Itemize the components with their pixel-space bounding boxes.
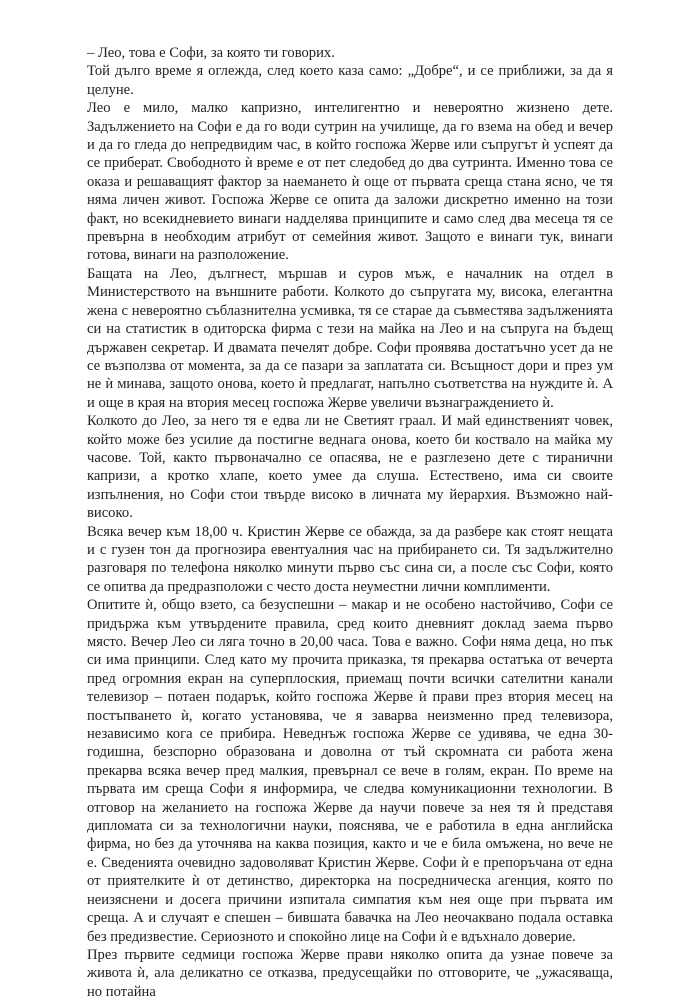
- paragraph: Опитите ѝ, общо взето, са безуспешни – макар и не особено настойчиво, Софи се придържа към утвърдените правила, сред които дневният доклад заема първо място. Вечер Лео си ляга точно в 20,00 часа. Това е важно. Софи няма деца, но пък си има принципи. След като му прочита приказка, тя прекарва остатъка от вечерта пред огромния екран на суперплоския, приемащ почти всички сателитни канали телевизор – потаен подарък, който госпожа Жерве ѝ прави през втория месец на постъпването ѝ, когато установява, че я заварва неизменно пред телевизора, независимо кога се прибира. Неведнъж госпожа Жерве се удивява, че една 30-годишна, безспорно образована и доволна от тъй скромната си работа жена прекарва всяка вечер пред малкия, превърнал се вече в голям, екран. По време на първата им среща Софи я информира, че следва комуникационни технологии. В отговор на желанието на госпожа Жерве да научи повече за нея тя ѝ представя дипломата си за технологични науки, пояснява, че е работила в една английска фирма, но без да уточнява на каква позиция, както и че е била омъжена, но вече не е. Сведенията очевидно задоволяват Кристин Жерве. Софи ѝ е препоръчана от една от приятелките ѝ от детинство, директорка на посредническа агенция, която по неизяснени и досега причини изпитала симпатия към нея още при първата им среща. А и случаят е спешен – бившата бавачка на Лео неочаквано подала оставка без предизвестие. Сериозното и спокойно лице на Софи ѝ е вдъхнало доверие.: [87, 597, 613, 945]
- paragraph: През първите седмици госпожа Жерве прави няколко опита да узнае повече за живота ѝ, ала деликатно се отказва, предусещайки по отговорите, че „ужасяваща, но потайна: [87, 946, 613, 1000]
- paragraph: Лео е мило, малко капризно, интелигентно и невероятно жизнено дете. Задължението на Софи е да го води сутрин на училище, да го взема на обед и вечер и да го гледа до непредвидим час, в който госпожа Жерве или съпругът ѝ успеят да се приберат. Свободното ѝ време е от пет следобед до два сутринта. Именно това се оказа и решаващият фактор за наемането ѝ още от първата среща стана ясно, че тя няма личен живот. Госпожа Жерве се опита да заложи дискретно именно на този факт, но всекидневието винаги надделява принципите и само след два месеца тя се превърна в необходим атрибут от семейния живот. Защото е винаги тук, винаги готова, винаги на разположение.: [87, 100, 613, 264]
- paragraph: – Лео, това е Софи, за която ти говорих.: [87, 45, 335, 61]
- paragraph: Бащата на Лео, дългнест, мършав и суров мъж, е началник на отдел в Министерството на външните работи. Колкото до съпругата му, висока, елегантна жена с невероятно съблазнителна усмивка, тя се старае да съвместява задълженията си на статистик в одиторска фирма с тези на майка на Лео и на съпруга на бъдещ държавен секретар. И двамата печелят добре. Софи проявява достатъчно усет да не се възползва от момента, за да се пазари за заплатата си. Всъщност дори и през ум не ѝ минава, защото онова, което ѝ предлагат, напълно съответства на нуждите ѝ. А и още в края на втория месец госпожа Жерве увеличи възнаграждението ѝ.: [87, 265, 613, 411]
- paragraph: Колкото до Лео, за него тя е едва ли не Светият граал. И май единственият човек, който може без усилие да постигне веднага онова, което би коствало на майка му часове. Той, както първоначално се опасява, не е разглезено дете с тиранични капризи, а кротко хлапе, което умее да слуша. Естествено, има си своите изпълнения, но Софи стои твърде високо в личната му йерархия. Възможно най-високо.: [87, 413, 613, 522]
- paragraph: Той дълго време я оглежда, след което каза само: „Добре“, и се приближи, за да я целуне.: [87, 63, 613, 98]
- paragraph: Всяка вечер към 18,00 ч. Кристин Жерве се обажда, за да разбере как стоят нещата и с гузен тон да прогнозира евентуалния час на прибирането си. Тя задължително разговаря по телефона няколко минути първо със сина си, а после със Софи, която се опитва да предразположи с често доста неуместни лични комплименти.: [87, 523, 613, 595]
